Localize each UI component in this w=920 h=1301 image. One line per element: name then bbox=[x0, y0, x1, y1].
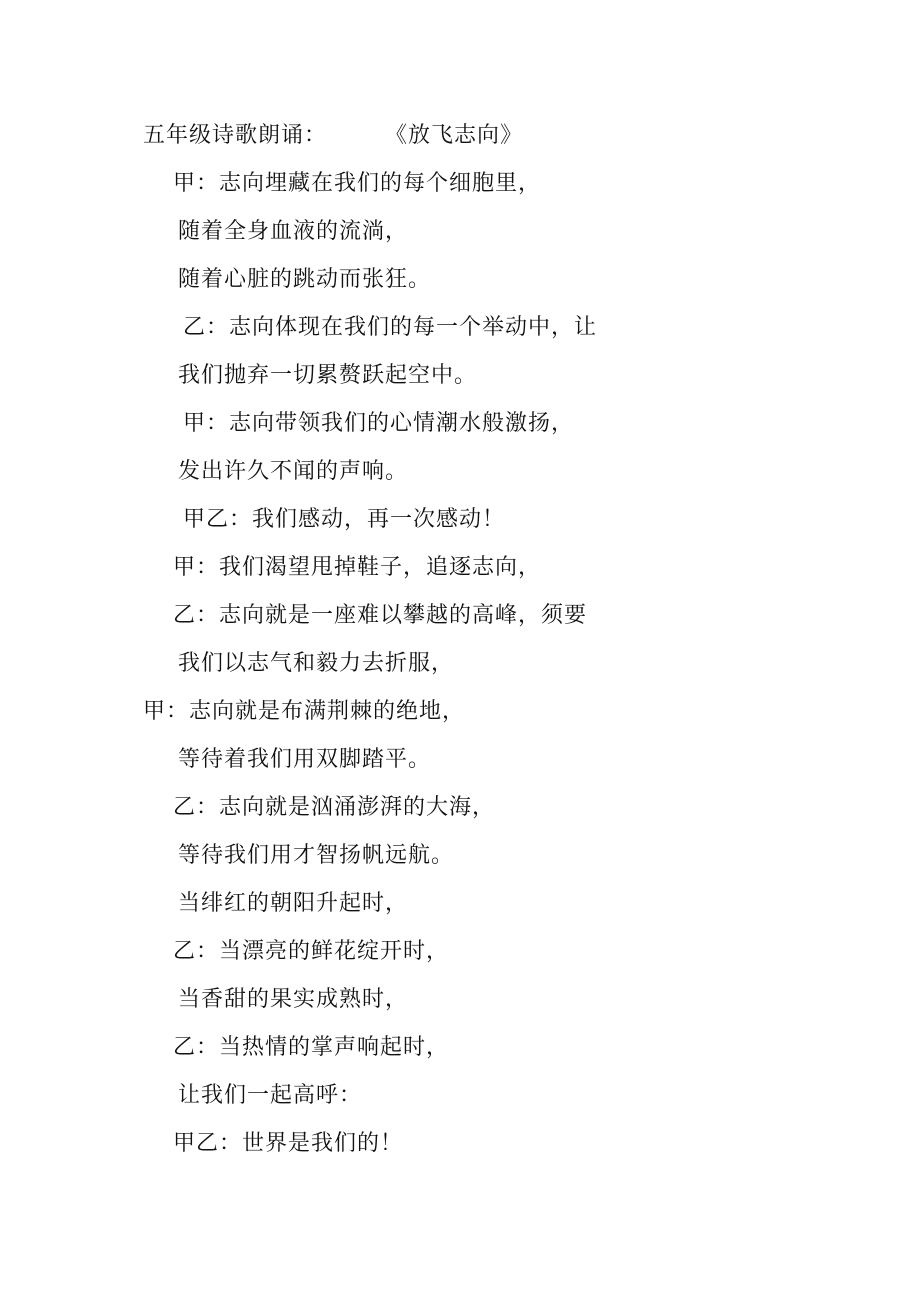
poem-line: 乙：当漂亮的鲜花绽开时， bbox=[173, 939, 450, 964]
poem-line: 我们抛弃一切累赘跃起空中。 bbox=[178, 363, 478, 388]
poem-line: 甲：志向埋藏在我们的每个细胞里， bbox=[173, 171, 542, 196]
poem-line: 发出许久不闻的声响。 bbox=[178, 459, 409, 484]
poem-line: 乙：志向就是一座难以攀越的高峰，须要 bbox=[173, 603, 588, 628]
poem-line: 当绯红的朝阳升起时， bbox=[178, 891, 409, 916]
poem-line: 让我们一起高呼： bbox=[178, 1083, 363, 1108]
poem-line: 甲乙：我们感动，再一次感动！ bbox=[183, 507, 506, 532]
poem-line: 我们以志气和毅力去折服， bbox=[178, 651, 455, 676]
poem-line: 乙：当热情的掌声响起时， bbox=[173, 1035, 450, 1060]
poem-line: 等待着我们用双脚踏平。 bbox=[178, 747, 432, 772]
poem-line: 随着全身血液的流淌， bbox=[178, 219, 409, 244]
poem-title: 《放飞志向》 bbox=[385, 123, 524, 148]
poem-line: 等待我们用才智扬帆远航。 bbox=[178, 843, 455, 868]
poem-line: 甲乙：世界是我们的！ bbox=[173, 1131, 404, 1156]
poem-line: 随着心脏的跳动而张狂。 bbox=[178, 267, 432, 292]
poem-line: 当香甜的果实成熟时， bbox=[178, 987, 409, 1012]
poem-line: 甲：志向带领我们的心情潮水般激扬， bbox=[183, 411, 575, 436]
poem-line: 甲：我们渴望甩掉鞋子，追逐志向， bbox=[173, 555, 542, 580]
poem-line: 乙：志向就是汹涌澎湃的大海， bbox=[173, 795, 496, 820]
poem-line: 甲：志向就是布满荆棘的绝地， bbox=[143, 699, 466, 724]
poem-heading-label: 五年级诗歌朗诵： bbox=[143, 123, 328, 148]
poem-line: 乙：志向体现在我们的每一个举动中，让 bbox=[183, 315, 598, 340]
